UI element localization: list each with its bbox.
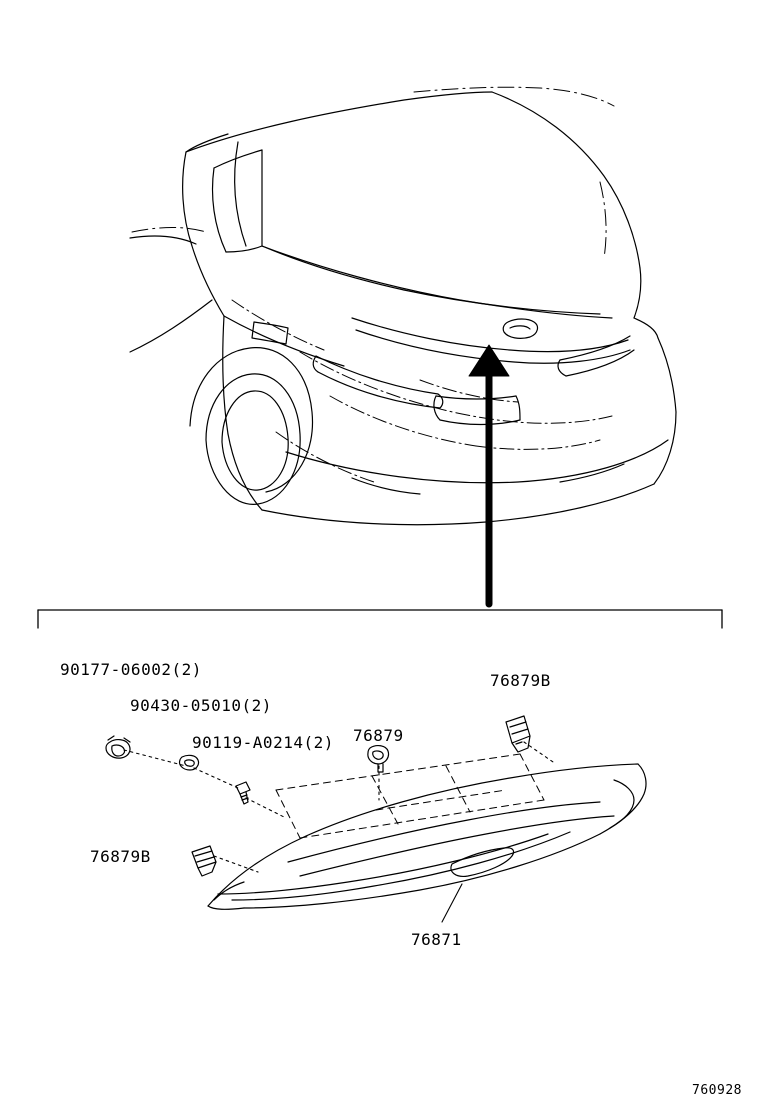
section-divider-bracket bbox=[38, 610, 722, 628]
rear-spoiler-part-76871 bbox=[208, 764, 646, 909]
retainer-76879B-right bbox=[506, 716, 530, 752]
part-label-76879b-left: 76879B bbox=[90, 847, 151, 866]
part-label-90177-06002: 90177-06002(2) bbox=[60, 660, 202, 679]
fastener-gasket-90430-05010 bbox=[180, 755, 199, 770]
clip-76879 bbox=[368, 746, 389, 772]
part-label-76871: 76871 bbox=[411, 930, 462, 949]
vehicle-rear-three-quarter-view bbox=[130, 87, 676, 524]
part-label-90430-05010: 90430-05010(2) bbox=[130, 696, 272, 715]
part-label-76879b-right: 76879B bbox=[490, 671, 551, 690]
retainer-76879B-left bbox=[192, 846, 216, 876]
fastener-bolt-90119-A0214 bbox=[236, 782, 250, 804]
part-label-90119-A0214: 90119-A0214(2) bbox=[192, 733, 334, 752]
fastener-nut-90177-06002 bbox=[106, 736, 130, 758]
hidden-mounting-lines bbox=[276, 754, 544, 838]
figure-number: 760928 bbox=[692, 1083, 742, 1098]
installation-location-arrow bbox=[469, 345, 509, 604]
part-label-76879: 76879 bbox=[353, 726, 404, 745]
